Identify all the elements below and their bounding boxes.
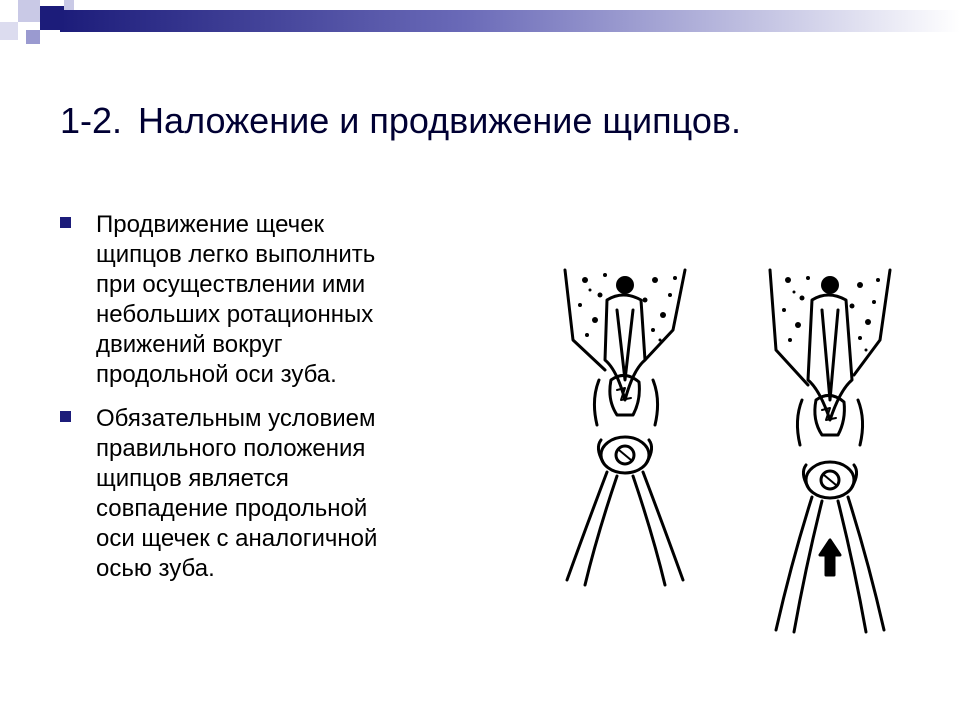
bullet-line: осью зуба.	[96, 555, 215, 582]
bullet-list	[60, 210, 490, 598]
square-bullet-icon	[60, 217, 71, 228]
bullet-line: движений вокруг	[96, 331, 283, 358]
decor-square-mid	[26, 30, 40, 44]
bullet-line: щипцов является	[96, 465, 289, 492]
bullet-line: правильного положения	[96, 435, 366, 462]
bullet-line: оси щечек с аналогичной	[96, 525, 378, 552]
decor-square-pale	[0, 22, 18, 40]
bullet-line: небольших ротационных	[96, 301, 374, 328]
forceps-panel-advanced	[770, 270, 890, 632]
square-bullet-icon	[60, 411, 71, 422]
bullet-line: щипцов легко выполнить	[96, 241, 376, 268]
bullet-line: совпадение продольной	[96, 495, 368, 522]
decor-square-light	[18, 0, 40, 22]
decor-square-small	[64, 0, 74, 10]
slide-title	[60, 100, 920, 142]
decor-square-dark	[40, 6, 64, 30]
header-decorative-squares	[0, 0, 80, 48]
forceps-panel-initial	[565, 270, 685, 585]
bullet-line: Продвижение щечек	[96, 211, 325, 238]
up-arrow-icon	[820, 540, 840, 575]
title-number: 1-2.	[60, 100, 123, 141]
bullet-line: при осуществлении ими	[96, 271, 366, 298]
title-text: Наложение и продвижение щипцов.	[138, 100, 742, 141]
bullet-line: Обязательным условием	[96, 405, 376, 432]
bullet-line: продольной оси зуба.	[96, 361, 337, 388]
header-gradient-bar	[0, 0, 960, 40]
bullet-item	[60, 404, 490, 584]
bullet-item	[60, 210, 490, 390]
forceps-illustration	[545, 240, 905, 640]
